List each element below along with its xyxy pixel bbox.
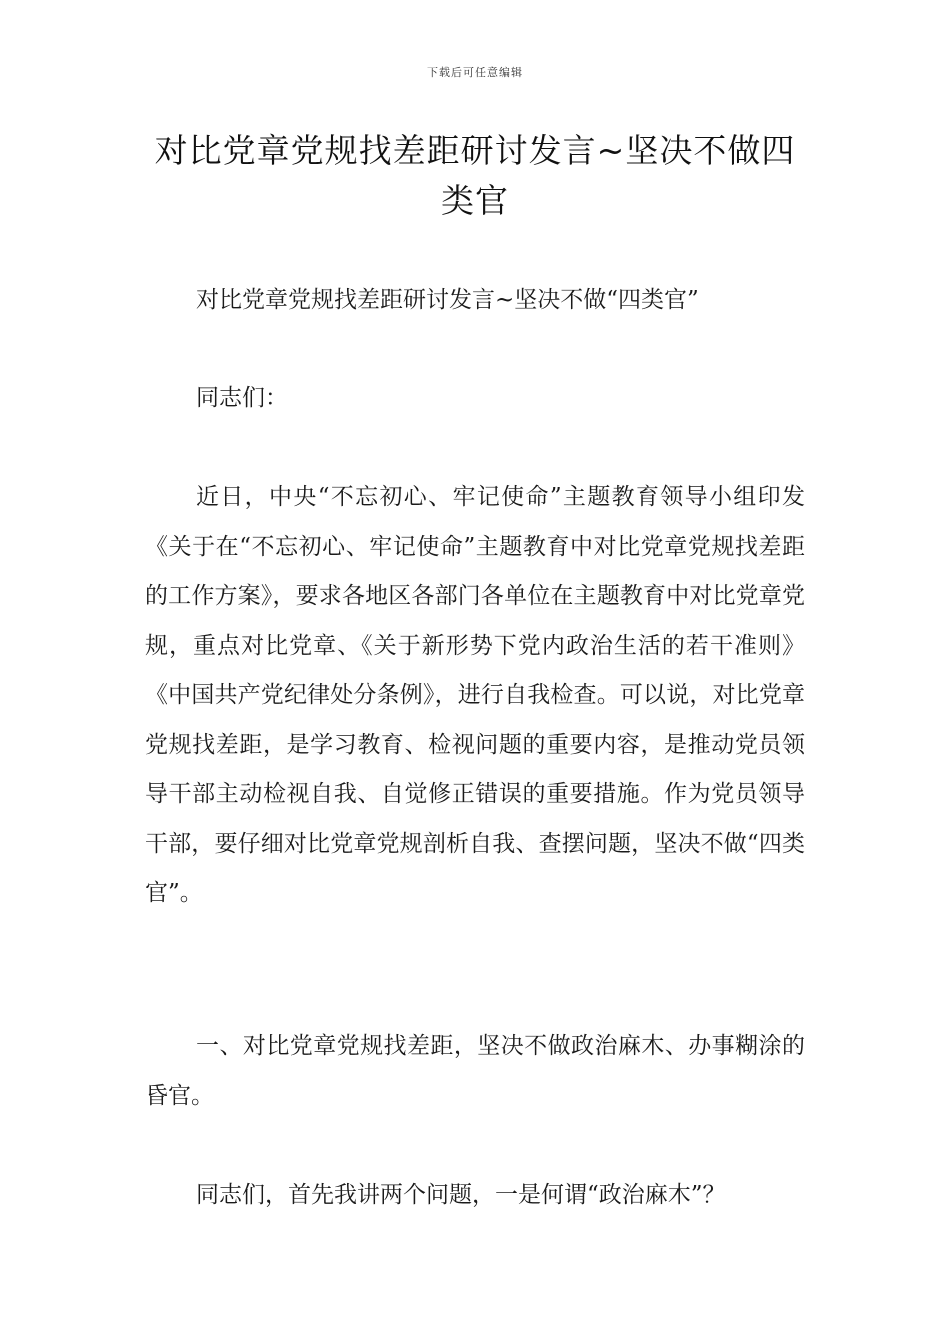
document-subtitle: 对比党章党规找差距研讨发言~坚决不做“四类官” (196, 287, 699, 313)
paragraph-section-1-start: 同志们，首先我讲两个问题，一是何谓“政治麻木”？ (196, 1182, 726, 1208)
document-title: 对比党章党规找差距研讨发言~坚决不做四类官 (154, 131, 796, 220)
header-note: 下载后可任意编辑 (427, 66, 523, 79)
greeting: 同志们： (196, 385, 288, 411)
paragraph-intro: 近日，中央“不忘初心、牢记使命”主题教育领导小组印发《关于在“不忘初心、牢记使命”主题教育中对比党章党规找差距的工作方案》，要求各地区各部门各单位在主题教育中对比党章党规，重点对比党章、《关于新形势下党内政治生活的若干准则》《中国共产党纪律处分条例》，进行自我检查。可以说，对比党章党规找差距，是学习教育、检视问题的重要内容，是推动党员领导干部主动检视自我、自觉修正错误的重要措施。作为党员领导干部，要仔细对比党章党规剖析自我、查摆问题，坚决不做“四类官”。 (145, 484, 805, 906)
section-heading-1: 一、对比党章党规找差距，坚决不做政治麻木、办事糊涂的昏官。 (145, 1033, 805, 1109)
